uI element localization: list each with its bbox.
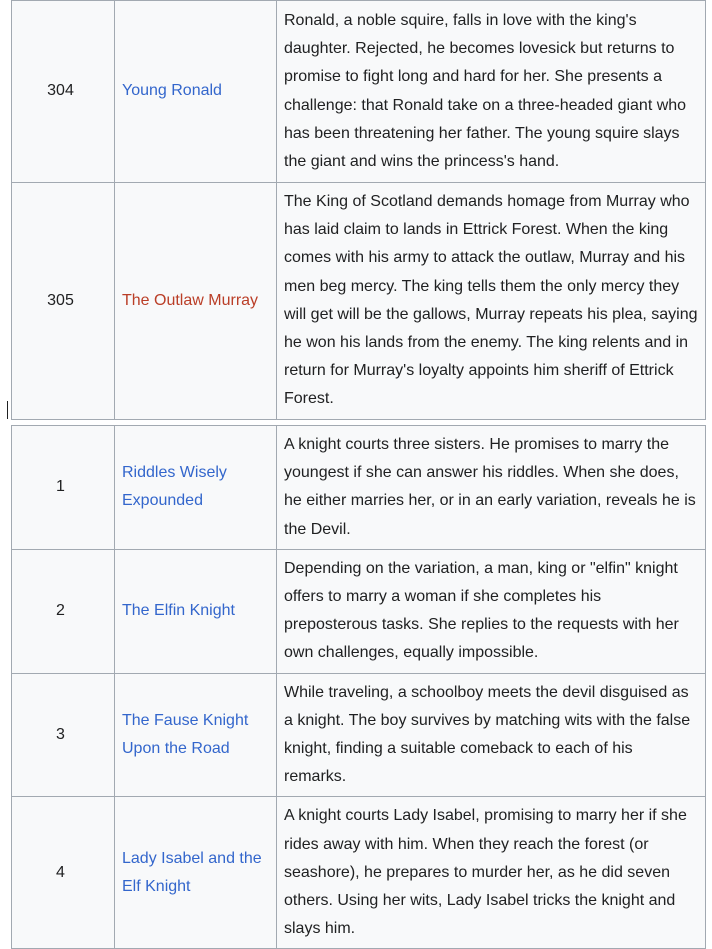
table-row [12,673,706,797]
ballad-title-link[interactable]: Lady Isabel and the Elf Knight [122,849,262,895]
ballad-description: Ronald, a noble squire, falls in love with the king's daughter. Rejected, he becomes lovesick but returns to promise to fight long and hard for her. She presents a challenge: that Ronald take on a three-headed giant who has been threatening her father. The young squire slays the giant and wins the princess's hand. [277,1,706,183]
ballad-title-cell [115,549,277,673]
table-row [12,797,706,949]
table-row [12,549,706,673]
ballad-title-cell [115,1,277,183]
ballad-title-link[interactable]: Young Ronald [122,82,222,100]
ballad-number: 4 [12,797,115,949]
ballad-description: Depending on the variation, a man, king or "elfin" knight offers to marry a woman if she completes his preposterous tasks. She replies to the requests with her own challenges, equally impossible. [277,549,706,673]
ballad-number: 305 [12,183,115,420]
ballad-description: While traveling, a schoolboy meets the devil disguised as a knight. The boy survives by matching wits with the false knight, finding a suitable comeback to each of his remarks. [277,673,706,797]
ballad-description: The King of Scotland demands homage from Murray who has laid claim to lands in Ettrick Forest. When the king comes with his army to attack the outlaw, Murray and his men beg mercy. The king tells them the only mercy they will get will be the gallows, Murray repeats his plea, saying he won his lands from the enemy. The king relents and in return for Murray's loyalty appoints him sheriff of Ettrick Forest. [277,183,706,420]
ballad-table [11,0,706,420]
ballad-table [11,425,706,949]
ballad-title-link[interactable]: Riddles Wisely Expounded [122,464,227,510]
ballad-description: A knight courts three sisters. He promises to marry the youngest if she can answer his riddles. When she does, he either marries her, or in an early variation, reveals he is the Devil. [277,426,706,550]
ballad-title-link[interactable]: The Elfin Knight [122,602,235,620]
ballad-table-top [11,0,706,420]
ballad-title-cell [115,183,277,420]
ballad-title-link[interactable]: The Outlaw Murray [122,291,259,309]
ballad-number: 304 [12,1,115,183]
table-row [12,1,706,183]
ballad-number: 3 [12,673,115,797]
table-row [12,426,706,550]
text-cursor [7,401,8,419]
ballad-table-bottom [11,425,706,949]
ballad-description: A knight courts Lady Isabel, promising to marry her if she rides away with him. When they reach the forest (or seashore), he prepares to murder her, as he did seven others. Using her wits, Lady Isabel tricks the knight and slays him. [277,797,706,949]
ballad-number: 2 [12,549,115,673]
ballad-number: 1 [12,426,115,550]
ballad-title-link[interactable]: The Fause Knight Upon the Road [122,711,249,758]
ballad-title-cell [115,673,277,797]
table-row [12,183,706,420]
ballad-title-cell [115,426,277,550]
ballad-title-cell [115,797,277,949]
